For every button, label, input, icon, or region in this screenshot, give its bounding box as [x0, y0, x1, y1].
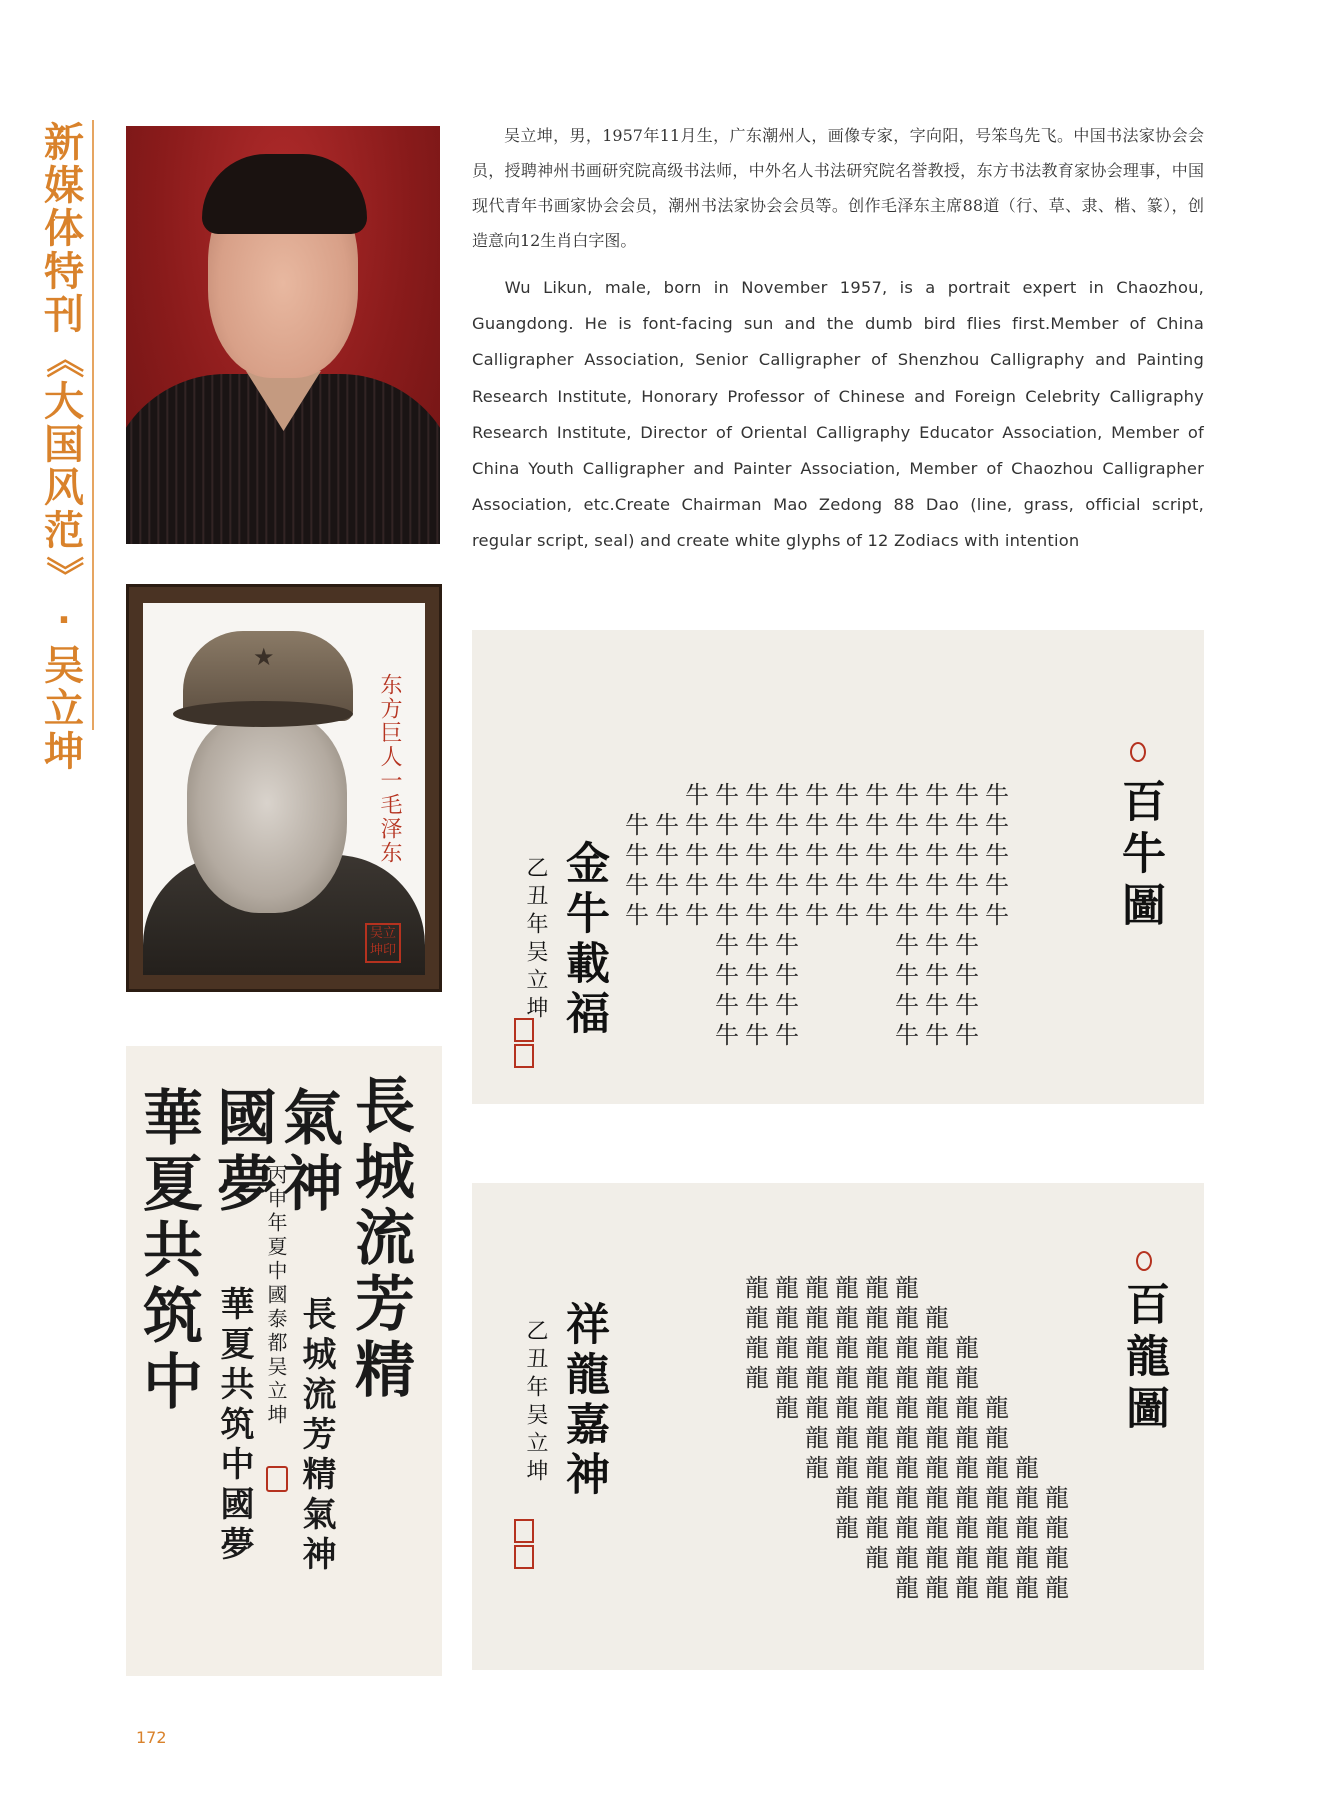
- glyph-mark: 龍: [865, 1334, 889, 1362]
- glyph-mark: 龍: [865, 1304, 889, 1332]
- glyph-mark: 牛: [655, 871, 679, 899]
- glyph-mark: 龍: [775, 1304, 799, 1332]
- glyph-mark: 牛: [775, 901, 799, 929]
- glyph-mark: 龍: [1045, 1514, 1069, 1542]
- side-title-char: 特: [44, 249, 84, 295]
- glyph-mark: 牛: [925, 811, 949, 839]
- glyph-mark: 牛: [865, 841, 889, 869]
- glyph-mark: 牛: [715, 1021, 739, 1049]
- glyph-mark: [682, 960, 712, 990]
- glyph-mark: [742, 1453, 772, 1483]
- glyph-mark: [1012, 1303, 1042, 1333]
- glyph-mark: [772, 1543, 802, 1573]
- glyph-mark: 龍: [955, 1574, 979, 1602]
- glyph-mark: 龍: [925, 1454, 949, 1482]
- glyph-mark: 牛: [985, 781, 1009, 809]
- glyph-mark: 龍: [865, 1424, 889, 1452]
- ox-title: 百牛圖: [1114, 778, 1165, 934]
- glyph-mark: 牛: [655, 841, 679, 869]
- glyph-mark: 牛: [955, 841, 979, 869]
- glyph-mark: 牛: [625, 871, 649, 899]
- glyph-mark: 龍: [925, 1514, 949, 1542]
- glyph-mark: 牛: [745, 871, 769, 899]
- glyph-mark: 牛: [895, 961, 919, 989]
- glyph-mark: 牛: [775, 961, 799, 989]
- glyph-mark: [652, 990, 682, 1020]
- glyph-mark: 牛: [775, 811, 799, 839]
- glyph-mark: 龍: [745, 1304, 769, 1332]
- sketch-inscription: 东方巨人一毛泽东: [377, 673, 402, 865]
- glyph-mark: 牛: [775, 931, 799, 959]
- glyph-mark: [742, 1423, 772, 1453]
- glyph-mark: 龍: [895, 1574, 919, 1602]
- scroll-column: 華夏共筑中: [133, 1086, 203, 1416]
- glyph-mark: 牛: [745, 1021, 769, 1049]
- glyph-mark: 龍: [835, 1394, 859, 1422]
- glyph-mark: [832, 960, 862, 990]
- side-title-char: 大: [44, 379, 84, 425]
- scroll-seal: [266, 1466, 288, 1492]
- glyph-mark: 牛: [835, 901, 859, 929]
- glyph-mark: 牛: [955, 811, 979, 839]
- glyph-mark: 龍: [895, 1424, 919, 1452]
- side-title-char: 体: [44, 206, 84, 252]
- glyph-mark: 龍: [835, 1424, 859, 1452]
- glyph-mark: 龍: [985, 1424, 1009, 1452]
- side-title-bracket-open: 《: [41, 339, 86, 379]
- glyph-mark: 龍: [925, 1424, 949, 1452]
- glyph-mark: [982, 960, 1012, 990]
- glyph-mark: 龍: [895, 1334, 919, 1362]
- glyph-mark: 龍: [1015, 1544, 1039, 1572]
- glyph-mark: 牛: [865, 811, 889, 839]
- glyph-mark: 牛: [805, 841, 829, 869]
- dragon-signature: 乙丑年吴立坤: [523, 1319, 548, 1487]
- glyph-mark: 龍: [775, 1394, 799, 1422]
- glyph-mark: [832, 930, 862, 960]
- glyph-mark: 牛: [745, 901, 769, 929]
- glyph-mark: [982, 930, 1012, 960]
- glyph-mark: 龍: [1045, 1484, 1069, 1512]
- glyph-mark: [952, 1273, 982, 1303]
- glyph-mark: [1042, 1303, 1072, 1333]
- sketch-seal: 吴立坤印: [365, 923, 401, 963]
- dragon-seal: [514, 1545, 534, 1569]
- bio-chinese: 吴立坤，男，1957年11月生，广东潮州人，画像专家，字向阳，号笨鸟先飞。中国书法家协会会员，授聘神州书画研究院高级书法师，中外名人书法研究院名誉教授，东方书法教育家协会理事，中国现代青年书画家协会会员，潮州书法家协会会员等。创作毛泽东主席88道（行、草、隶、楷、篆），创造意向12生肖白字图。: [472, 126, 1204, 250]
- glyph-mark: 龍: [985, 1574, 1009, 1602]
- glyph-mark: 龍: [925, 1544, 949, 1572]
- glyph-mark: 牛: [715, 931, 739, 959]
- glyph-mark: 龍: [865, 1514, 889, 1542]
- side-title-char: 风: [44, 465, 84, 511]
- glyph-mark: [832, 1543, 862, 1573]
- glyph-mark: 牛: [835, 811, 859, 839]
- side-title-char: 媒: [44, 163, 84, 209]
- glyph-mark: 牛: [955, 931, 979, 959]
- glyph-mark: 龍: [895, 1544, 919, 1572]
- glyph-mark: 牛: [805, 871, 829, 899]
- glyph-mark: 龍: [925, 1364, 949, 1392]
- glyph-mark: 牛: [955, 1021, 979, 1049]
- glyph-mark: 龍: [925, 1394, 949, 1422]
- glyph-mark: 牛: [895, 841, 919, 869]
- glyph-mark: 龍: [835, 1454, 859, 1482]
- glyph-mark: 牛: [745, 931, 769, 959]
- scroll-subcolumn: 長城流芳精氣神: [296, 1296, 336, 1576]
- glyph-mark: 龍: [985, 1514, 1009, 1542]
- ox-title-seal: [1130, 742, 1146, 762]
- glyph-mark: 龍: [805, 1454, 829, 1482]
- glyph-mark: [1012, 1423, 1042, 1453]
- dragon-big-text: 祥龍嘉神: [558, 1301, 609, 1501]
- glyph-mark: [802, 1513, 832, 1543]
- glyph-mark: 牛: [985, 901, 1009, 929]
- glyph-mark: [742, 1513, 772, 1543]
- glyph-mark: 龍: [955, 1394, 979, 1422]
- side-title-char: 范: [44, 508, 84, 554]
- glyph-mark: [832, 990, 862, 1020]
- glyph-mark: 牛: [925, 901, 949, 929]
- glyph-mark: [832, 1573, 862, 1603]
- glyph-mark: [802, 1483, 832, 1513]
- glyph-mark: 牛: [895, 991, 919, 1019]
- glyph-mark: 牛: [805, 781, 829, 809]
- ox-glyph-field: [622, 780, 1012, 1050]
- glyph-mark: 牛: [715, 781, 739, 809]
- glyph-mark: 牛: [625, 901, 649, 929]
- glyph-mark: 龍: [805, 1304, 829, 1332]
- glyph-mark: 牛: [655, 811, 679, 839]
- glyph-mark: 牛: [865, 781, 889, 809]
- glyph-mark: 牛: [745, 781, 769, 809]
- glyph-mark: 龍: [895, 1484, 919, 1512]
- dragon-seal: [514, 1519, 534, 1543]
- scroll-column: 國夢: [207, 1086, 277, 1218]
- glyph-mark: 龍: [895, 1514, 919, 1542]
- glyph-mark: 牛: [715, 811, 739, 839]
- glyph-mark: [802, 1020, 832, 1050]
- glyph-mark: [862, 960, 892, 990]
- glyph-mark: 龍: [1045, 1574, 1069, 1602]
- glyph-mark: 牛: [835, 781, 859, 809]
- glyph-mark: 牛: [895, 931, 919, 959]
- glyph-mark: [682, 930, 712, 960]
- biography: [472, 118, 1204, 560]
- glyph-mark: [1042, 1453, 1072, 1483]
- glyph-mark: [622, 930, 652, 960]
- glyph-mark: 牛: [925, 931, 949, 959]
- glyph-mark: 牛: [775, 991, 799, 1019]
- glyph-mark: 龍: [925, 1334, 949, 1362]
- glyph-mark: 龍: [865, 1484, 889, 1512]
- glyph-mark: [802, 990, 832, 1020]
- glyph-mark: 牛: [895, 1021, 919, 1049]
- glyph-mark: [982, 1020, 1012, 1050]
- glyph-mark: 龍: [985, 1394, 1009, 1422]
- ox-artwork: [472, 630, 1204, 1104]
- glyph-mark: 牛: [715, 901, 739, 929]
- dragon-artwork: [472, 1183, 1204, 1670]
- glyph-mark: 牛: [625, 841, 649, 869]
- glyph-mark: 龍: [805, 1274, 829, 1302]
- glyph-mark: 牛: [715, 871, 739, 899]
- glyph-mark: [982, 1303, 1012, 1333]
- glyph-mark: 牛: [925, 1021, 949, 1049]
- cap-star-icon: ★: [253, 643, 275, 671]
- glyph-mark: [862, 930, 892, 960]
- glyph-mark: 龍: [835, 1484, 859, 1512]
- glyph-mark: 龍: [775, 1334, 799, 1362]
- glyph-mark: 龍: [895, 1274, 919, 1302]
- glyph-mark: 牛: [805, 901, 829, 929]
- glyph-mark: 牛: [835, 871, 859, 899]
- glyph-mark: [652, 930, 682, 960]
- glyph-mark: 牛: [985, 841, 1009, 869]
- glyph-mark: [622, 960, 652, 990]
- glyph-mark: [742, 1573, 772, 1603]
- side-title-char: 立: [44, 686, 84, 732]
- glyph-mark: 龍: [1015, 1514, 1039, 1542]
- glyph-mark: 牛: [835, 841, 859, 869]
- glyph-mark: 龍: [835, 1364, 859, 1392]
- glyph-mark: 牛: [985, 871, 1009, 899]
- glyph-mark: 龍: [1045, 1544, 1069, 1572]
- glyph-mark: [1042, 1363, 1072, 1393]
- glyph-mark: 牛: [925, 781, 949, 809]
- ox-big-text: 金牛載福: [558, 840, 609, 1040]
- glyph-mark: 牛: [895, 901, 919, 929]
- glyph-mark: 龍: [1015, 1574, 1039, 1602]
- glyph-mark: 龍: [745, 1274, 769, 1302]
- glyph-mark: 牛: [925, 991, 949, 1019]
- glyph-mark: 牛: [745, 811, 769, 839]
- glyph-mark: 牛: [775, 871, 799, 899]
- side-title-dot: ·: [57, 600, 71, 641]
- glyph-mark: [652, 1020, 682, 1050]
- glyph-mark: [982, 1333, 1012, 1363]
- glyph-mark: 牛: [775, 781, 799, 809]
- glyph-mark: [922, 1273, 952, 1303]
- glyph-mark: 龍: [805, 1334, 829, 1362]
- portrait-photo: [126, 126, 440, 544]
- glyph-mark: 龍: [835, 1304, 859, 1332]
- glyph-mark: [982, 1363, 1012, 1393]
- glyph-mark: 牛: [745, 841, 769, 869]
- glyph-mark: 龍: [865, 1454, 889, 1482]
- side-title-char: 坤: [44, 729, 84, 775]
- glyph-mark: 龍: [895, 1364, 919, 1392]
- glyph-mark: 龍: [925, 1484, 949, 1512]
- glyph-mark: [682, 1020, 712, 1050]
- side-title-bracket-close: 》: [41, 555, 86, 595]
- glyph-mark: 牛: [775, 1021, 799, 1049]
- glyph-mark: 牛: [625, 811, 649, 839]
- glyph-mark: 龍: [895, 1394, 919, 1422]
- glyph-mark: 龍: [955, 1454, 979, 1482]
- glyph-mark: 龍: [805, 1394, 829, 1422]
- glyph-mark: 龍: [985, 1544, 1009, 1572]
- side-title: [38, 122, 90, 774]
- side-title-char: 国: [44, 422, 84, 468]
- glyph-mark: 牛: [895, 811, 919, 839]
- glyph-mark: 龍: [985, 1484, 1009, 1512]
- ox-signature: 乙丑年吴立坤: [523, 856, 548, 1024]
- glyph-mark: 龍: [895, 1454, 919, 1482]
- bio-english: Wu Likun, male, born in November 1957, is a portrait expert in Chaozhou, Guangdong. He is font-facing sun and the dumb bird flies first.Member of China Calligrapher Association, Senior Calligrapher of Shenzhou Calligraphy and Painting Research Institute, Honorary Professor of Chinese and Foreign Celebrity Calligraphy Research Institute, Director of Oriental Calligraphy Educator Association, Member of China Youth Calligrapher and Painter Association, Member of Chaozhou Calligrapher Association, etc.Create Chairman Mao Zedong 88 Dao (line, grass, official script, regular script, seal) and create white glyphs of 12 Zodiacs with intention: [472, 278, 1204, 551]
- glyph-mark: 龍: [805, 1364, 829, 1392]
- glyph-mark: [772, 1453, 802, 1483]
- glyph-mark: [862, 1020, 892, 1050]
- glyph-mark: 牛: [955, 961, 979, 989]
- glyph-mark: 龍: [985, 1454, 1009, 1482]
- glyph-mark: 牛: [715, 961, 739, 989]
- glyph-mark: [802, 1573, 832, 1603]
- glyph-mark: 牛: [685, 871, 709, 899]
- scroll-column: 氣神: [273, 1086, 343, 1218]
- glyph-mark: 牛: [745, 991, 769, 1019]
- dragon-title-seal: [1136, 1251, 1152, 1271]
- glyph-mark: 牛: [955, 901, 979, 929]
- glyph-mark: [1042, 1423, 1072, 1453]
- glyph-mark: 龍: [865, 1544, 889, 1572]
- ox-seal: [514, 1018, 534, 1042]
- dragon-glyph-field: [742, 1273, 1072, 1603]
- side-rule: [92, 120, 94, 730]
- glyph-mark: 龍: [925, 1574, 949, 1602]
- glyph-mark: [982, 990, 1012, 1020]
- glyph-mark: 牛: [925, 871, 949, 899]
- scroll-column: 長城流芳精: [345, 1074, 415, 1404]
- glyph-mark: [652, 960, 682, 990]
- glyph-mark: 龍: [955, 1514, 979, 1542]
- glyph-mark: [832, 1020, 862, 1050]
- glyph-mark: 牛: [655, 901, 679, 929]
- glyph-mark: 牛: [715, 991, 739, 1019]
- glyph-mark: 龍: [865, 1364, 889, 1392]
- glyph-mark: 牛: [685, 811, 709, 839]
- glyph-mark: [622, 780, 652, 810]
- glyph-mark: [772, 1513, 802, 1543]
- glyph-mark: 龍: [955, 1544, 979, 1572]
- glyph-mark: [742, 1483, 772, 1513]
- glyph-mark: [622, 990, 652, 1020]
- glyph-mark: [1012, 1393, 1042, 1423]
- glyph-mark: [982, 1273, 1012, 1303]
- glyph-mark: [772, 1423, 802, 1453]
- glyph-mark: 龍: [865, 1274, 889, 1302]
- glyph-mark: [772, 1483, 802, 1513]
- calligraphy-scroll: [126, 1046, 442, 1676]
- glyph-mark: [802, 1543, 832, 1573]
- glyph-mark: [772, 1573, 802, 1603]
- glyph-mark: 龍: [775, 1364, 799, 1392]
- glyph-mark: [802, 930, 832, 960]
- glyph-mark: [1042, 1273, 1072, 1303]
- side-title-char: 刊: [44, 292, 84, 338]
- page-number: 172: [136, 1728, 167, 1747]
- glyph-mark: 龍: [895, 1304, 919, 1332]
- glyph-mark: 龍: [955, 1364, 979, 1392]
- glyph-mark: 牛: [865, 871, 889, 899]
- glyph-mark: 龍: [955, 1484, 979, 1512]
- side-title-char: 吴: [44, 643, 84, 689]
- dragon-title: 百龍圖: [1118, 1281, 1169, 1437]
- glyph-mark: [742, 1543, 772, 1573]
- scroll-signature: 丙申年夏中國泰都吴立坤: [264, 1164, 288, 1428]
- scroll-subcolumn: 華夏共筑中國夢: [214, 1286, 254, 1566]
- glyph-mark: 龍: [925, 1304, 949, 1332]
- glyph-mark: 牛: [925, 841, 949, 869]
- glyph-mark: 龍: [955, 1334, 979, 1362]
- glyph-mark: 牛: [715, 841, 739, 869]
- glyph-mark: [802, 960, 832, 990]
- glyph-mark: 牛: [865, 901, 889, 929]
- glyph-mark: 牛: [925, 961, 949, 989]
- glyph-mark: [652, 780, 682, 810]
- glyph-mark: [1042, 1393, 1072, 1423]
- glyph-mark: 牛: [895, 871, 919, 899]
- glyph-mark: [742, 1393, 772, 1423]
- glyph-mark: 龍: [745, 1334, 769, 1362]
- ox-seal: [514, 1044, 534, 1068]
- side-title-char: 新: [44, 120, 84, 166]
- glyph-mark: 龍: [745, 1364, 769, 1392]
- glyph-mark: 牛: [895, 781, 919, 809]
- glyph-mark: 龍: [775, 1274, 799, 1302]
- glyph-mark: 牛: [685, 901, 709, 929]
- glyph-mark: 牛: [685, 781, 709, 809]
- glyph-mark: 龍: [805, 1424, 829, 1452]
- framed-sketch: [126, 584, 442, 992]
- glyph-mark: [1012, 1363, 1042, 1393]
- glyph-mark: [862, 1573, 892, 1603]
- glyph-mark: [952, 1303, 982, 1333]
- glyph-mark: 龍: [835, 1334, 859, 1362]
- glyph-mark: 牛: [955, 871, 979, 899]
- glyph-mark: 龍: [835, 1274, 859, 1302]
- glyph-mark: 龍: [1015, 1484, 1039, 1512]
- glyph-mark: [1042, 1333, 1072, 1363]
- glyph-mark: 牛: [745, 961, 769, 989]
- glyph-mark: 牛: [955, 781, 979, 809]
- glyph-mark: [1012, 1273, 1042, 1303]
- glyph-mark: 龍: [1015, 1454, 1039, 1482]
- glyph-mark: [1012, 1333, 1042, 1363]
- glyph-mark: 龍: [865, 1394, 889, 1422]
- glyph-mark: 牛: [985, 811, 1009, 839]
- glyph-mark: [862, 990, 892, 1020]
- glyph-mark: 牛: [775, 841, 799, 869]
- glyph-mark: 牛: [955, 991, 979, 1019]
- glyph-mark: [682, 990, 712, 1020]
- glyph-mark: [622, 1020, 652, 1050]
- glyph-mark: 牛: [805, 811, 829, 839]
- glyph-mark: 龍: [835, 1514, 859, 1542]
- glyph-mark: 牛: [685, 841, 709, 869]
- glyph-mark: 龍: [955, 1424, 979, 1452]
